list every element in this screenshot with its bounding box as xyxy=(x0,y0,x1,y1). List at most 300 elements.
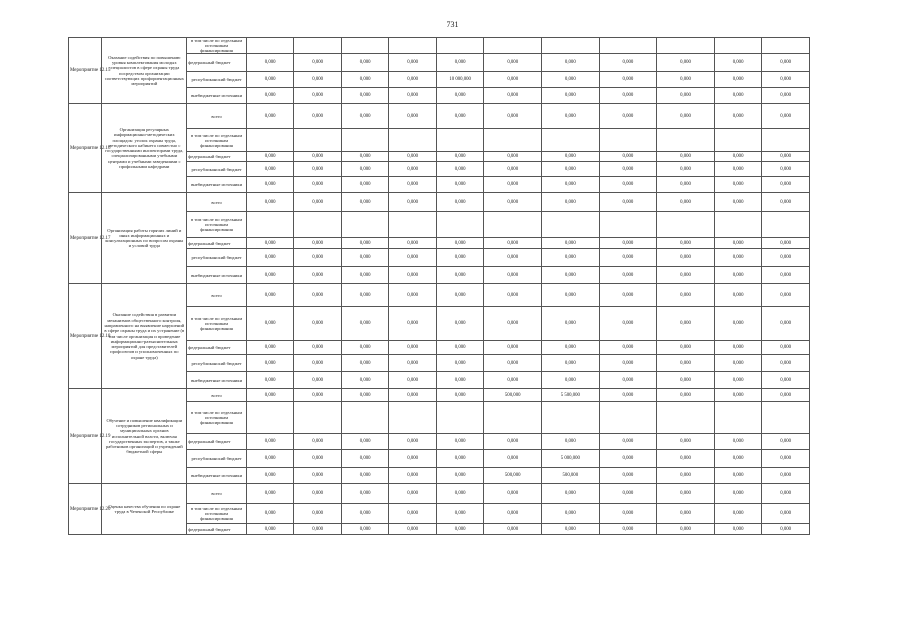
value-cell: 0,000 xyxy=(542,341,600,355)
value-cell: 0,000 xyxy=(341,284,389,307)
value-cell: 0,000 xyxy=(762,341,810,355)
value-cell xyxy=(294,212,342,238)
value-cell xyxy=(762,212,810,238)
funding-source: в том числе по отдельным источникам финансирования xyxy=(187,402,247,434)
value-cell: 0,000 xyxy=(657,434,715,450)
value-cell: 0,000 xyxy=(246,355,294,372)
value-cell: 0,000 xyxy=(246,468,294,484)
funding-source: внебюджетные источники xyxy=(187,267,247,284)
funding-source: в том числе по отдельным источникам финансирования xyxy=(187,212,247,238)
value-cell: 0,000 xyxy=(714,162,762,177)
funding-source: внебюджетные источники xyxy=(187,372,247,389)
value-cell: 0,000 xyxy=(762,504,810,524)
value-cell: 0,000 xyxy=(657,504,715,524)
value-cell xyxy=(436,212,484,238)
value-cell: 0,000 xyxy=(657,484,715,504)
value-cell: 0,000 xyxy=(542,355,600,372)
value-cell: 0,000 xyxy=(484,54,542,72)
value-cell: 0,000 xyxy=(714,389,762,402)
value-cell: 0,000 xyxy=(341,104,389,129)
value-cell: 0,000 xyxy=(599,355,657,372)
value-cell: 0,000 xyxy=(246,238,294,249)
value-cell: 0,000 xyxy=(762,355,810,372)
value-cell xyxy=(762,402,810,434)
measure-code: Мероприятие 12.18 xyxy=(69,284,102,389)
funding-source: федеральный бюджет xyxy=(187,238,247,249)
value-cell: 0,000 xyxy=(657,267,715,284)
measure-code: Мероприятие 12.15 xyxy=(69,38,102,104)
value-cell: 0,000 xyxy=(389,267,437,284)
value-cell xyxy=(714,212,762,238)
value-cell: 0,000 xyxy=(294,524,342,535)
value-cell: 0,000 xyxy=(762,468,810,484)
funding-source: федеральный бюджет xyxy=(187,434,247,450)
value-cell: 0,000 xyxy=(599,307,657,341)
budget-body xyxy=(69,38,810,535)
value-cell: 0,000 xyxy=(341,249,389,267)
value-cell: 0,000 xyxy=(599,177,657,193)
value-cell: 0,000 xyxy=(341,267,389,284)
value-cell xyxy=(484,38,542,54)
value-cell: 0,000 xyxy=(341,389,389,402)
value-cell: 0,000 xyxy=(657,162,715,177)
value-cell: 0,000 xyxy=(389,307,437,341)
value-cell: 0,000 xyxy=(341,162,389,177)
value-cell: 0,000 xyxy=(542,267,600,284)
value-cell: 0,000 xyxy=(599,372,657,389)
value-cell: 0,000 xyxy=(657,284,715,307)
value-cell: 0,000 xyxy=(657,193,715,212)
value-cell: 0,000 xyxy=(657,238,715,249)
value-cell: 0,000 xyxy=(341,504,389,524)
value-cell: 0,000 xyxy=(762,434,810,450)
value-cell xyxy=(341,38,389,54)
value-cell: 0,000 xyxy=(762,54,810,72)
funding-source: федеральный бюджет xyxy=(187,54,247,72)
value-cell: 0,000 xyxy=(294,193,342,212)
value-cell: 0,000 xyxy=(599,434,657,450)
value-cell: 0,000 xyxy=(389,284,437,307)
value-cell: 0,000 xyxy=(436,177,484,193)
value-cell: 0,000 xyxy=(599,504,657,524)
value-cell xyxy=(436,38,484,54)
value-cell: 0,000 xyxy=(714,468,762,484)
value-cell: 0,000 xyxy=(341,177,389,193)
value-cell xyxy=(294,38,342,54)
value-cell xyxy=(657,212,715,238)
page-number: 731 xyxy=(446,20,459,29)
value-cell: 0,000 xyxy=(389,72,437,88)
value-cell: 0,000 xyxy=(246,524,294,535)
value-cell: 0,000 xyxy=(599,284,657,307)
value-cell xyxy=(657,402,715,434)
value-cell: 0,000 xyxy=(484,88,542,104)
value-cell: 0,000 xyxy=(599,249,657,267)
value-cell: 0,000 xyxy=(246,372,294,389)
value-cell xyxy=(389,402,437,434)
value-cell: 0,000 xyxy=(294,355,342,372)
value-cell: 0,000 xyxy=(436,372,484,389)
value-cell xyxy=(294,402,342,434)
funding-source: всего xyxy=(187,284,247,307)
value-cell: 0,000 xyxy=(436,54,484,72)
value-cell: 0,000 xyxy=(341,72,389,88)
value-cell: 0,000 xyxy=(542,54,600,72)
funding-source: всего xyxy=(187,389,247,402)
value-cell: 0,000 xyxy=(294,372,342,389)
value-cell: 0,000 xyxy=(341,372,389,389)
value-cell: 0,000 xyxy=(714,104,762,129)
value-cell: 0,000 xyxy=(341,238,389,249)
value-cell: 0,000 xyxy=(542,88,600,104)
value-cell: 0,000 xyxy=(599,267,657,284)
value-cell: 0,000 xyxy=(294,307,342,341)
value-cell: 0,000 xyxy=(599,193,657,212)
value-cell: 0,000 xyxy=(714,450,762,468)
table-row xyxy=(69,193,810,212)
value-cell: 0,000 xyxy=(294,152,342,162)
value-cell: 0,000 xyxy=(542,177,600,193)
value-cell: 0,000 xyxy=(484,355,542,372)
value-cell: 0,000 xyxy=(389,468,437,484)
value-cell: 0,000 xyxy=(714,372,762,389)
value-cell: 0,000 xyxy=(436,389,484,402)
measure-name: Оказание содействия по повышению уровня комплектования молодых специалистов в сфере охраны труда посредством организации соответствующих профориентационных мероприятий xyxy=(102,38,187,104)
value-cell: 0,000 xyxy=(484,249,542,267)
value-cell: 0,000 xyxy=(762,249,810,267)
measure-code: Мероприятие 12.19 xyxy=(69,389,102,484)
value-cell xyxy=(389,129,437,152)
value-cell: 0,000 xyxy=(294,72,342,88)
value-cell: 0,000 xyxy=(246,484,294,504)
table-row xyxy=(69,284,810,307)
value-cell xyxy=(341,212,389,238)
value-cell: 0,000 xyxy=(294,450,342,468)
measure-code: Мероприятие 12.20 xyxy=(69,484,102,535)
value-cell: 0,000 xyxy=(714,524,762,535)
value-cell: 0,000 xyxy=(246,177,294,193)
value-cell: 0,000 xyxy=(762,307,810,341)
value-cell: 0,000 xyxy=(294,389,342,402)
value-cell xyxy=(341,402,389,434)
value-cell: 0,000 xyxy=(389,249,437,267)
value-cell: 0,000 xyxy=(657,372,715,389)
value-cell: 0,000 xyxy=(714,72,762,88)
funding-source: всего xyxy=(187,104,247,129)
value-cell: 0,000 xyxy=(762,193,810,212)
value-cell: 0,000 xyxy=(436,355,484,372)
value-cell: 0,000 xyxy=(246,88,294,104)
measure-name: Оказание содействия в развитии механизмов общественного контроля, направленного на выявление нарушений в сфере охраны труда и их устранение (в том числе организация и проведение информационно-разъяснительных мероприятий для представителей профсоюзов и уполномоченных по охране труда) xyxy=(102,284,187,389)
value-cell: 0,000 xyxy=(599,88,657,104)
value-cell: 0,000 xyxy=(542,284,600,307)
value-cell: 0,000 xyxy=(484,238,542,249)
value-cell: 0,000 xyxy=(341,88,389,104)
value-cell: 0,000 xyxy=(389,524,437,535)
measure-code: Мероприятие 12.17 xyxy=(69,193,102,284)
value-cell xyxy=(436,402,484,434)
value-cell: 0,000 xyxy=(294,434,342,450)
funding-source: федеральный бюджет xyxy=(187,152,247,162)
value-cell: 0,000 xyxy=(389,389,437,402)
value-cell: 0,000 xyxy=(484,104,542,129)
table-row xyxy=(69,104,810,129)
value-cell: 0,000 xyxy=(389,504,437,524)
value-cell xyxy=(484,212,542,238)
value-cell: 0,000 xyxy=(341,152,389,162)
value-cell: 0,000 xyxy=(657,104,715,129)
funding-source: республиканский бюджет xyxy=(187,450,247,468)
value-cell xyxy=(714,402,762,434)
value-cell: 0,000 xyxy=(294,238,342,249)
value-cell: 0,000 xyxy=(294,249,342,267)
value-cell: 0,000 xyxy=(599,450,657,468)
funding-source: в том числе по отдельным источникам финансирования xyxy=(187,504,247,524)
value-cell: 0,000 xyxy=(389,162,437,177)
value-cell xyxy=(599,212,657,238)
value-cell: 0,000 xyxy=(294,54,342,72)
value-cell: 0,000 xyxy=(484,372,542,389)
value-cell: 0,000 xyxy=(389,434,437,450)
value-cell: 0,000 xyxy=(714,152,762,162)
value-cell: 0,000 xyxy=(542,249,600,267)
value-cell: 0,000 xyxy=(436,468,484,484)
value-cell: 0,000 xyxy=(294,104,342,129)
budget-table xyxy=(68,37,810,535)
value-cell xyxy=(599,38,657,54)
value-cell: 500,000 xyxy=(484,468,542,484)
value-cell: 0,000 xyxy=(714,355,762,372)
value-cell: 0,000 xyxy=(389,355,437,372)
value-cell: 0,000 xyxy=(341,468,389,484)
value-cell: 0,000 xyxy=(246,152,294,162)
measure-name: Организация работы горячих линий и иных информационных и консультационных по вопросам охраны и условий труда xyxy=(102,193,187,284)
value-cell: 0,000 xyxy=(599,152,657,162)
value-cell: 0,000 xyxy=(246,450,294,468)
value-cell: 0,000 xyxy=(246,162,294,177)
value-cell: 0,000 xyxy=(389,372,437,389)
value-cell: 0,000 xyxy=(762,162,810,177)
value-cell: 0,000 xyxy=(599,341,657,355)
value-cell: 0,000 xyxy=(341,193,389,212)
value-cell xyxy=(246,129,294,152)
value-cell: 0,000 xyxy=(294,88,342,104)
value-cell: 0,000 xyxy=(294,504,342,524)
value-cell: 0,000 xyxy=(436,307,484,341)
value-cell: 0,000 xyxy=(599,104,657,129)
value-cell: 0,000 xyxy=(484,267,542,284)
funding-source: внебюджетные источники xyxy=(187,177,247,193)
funding-source: в том числе по отдельным источникам финансирования xyxy=(187,38,247,54)
value-cell xyxy=(389,38,437,54)
value-cell: 0,000 xyxy=(762,267,810,284)
value-cell: 0,000 xyxy=(542,104,600,129)
value-cell: 0,000 xyxy=(484,177,542,193)
table-row xyxy=(69,389,810,402)
value-cell: 0,000 xyxy=(484,524,542,535)
value-cell: 0,000 xyxy=(657,341,715,355)
value-cell: 0,000 xyxy=(714,88,762,104)
value-cell: 0,000 xyxy=(714,434,762,450)
value-cell xyxy=(542,212,600,238)
value-cell: 0,000 xyxy=(657,450,715,468)
value-cell: 500,000 xyxy=(484,389,542,402)
value-cell: 0,000 xyxy=(762,104,810,129)
value-cell: 0,000 xyxy=(436,88,484,104)
value-cell: 5 500,000 xyxy=(542,389,600,402)
value-cell: 0,000 xyxy=(246,193,294,212)
value-cell: 0,000 xyxy=(714,54,762,72)
value-cell: 0,000 xyxy=(436,193,484,212)
value-cell xyxy=(542,402,600,434)
value-cell: 0,000 xyxy=(436,284,484,307)
value-cell: 0,000 xyxy=(714,504,762,524)
value-cell: 0,000 xyxy=(484,484,542,504)
value-cell: 0,000 xyxy=(246,307,294,341)
value-cell: 0,000 xyxy=(762,88,810,104)
value-cell: 0,000 xyxy=(341,524,389,535)
value-cell: 0,000 xyxy=(599,468,657,484)
value-cell: 0,000 xyxy=(599,72,657,88)
value-cell: 0,000 xyxy=(389,104,437,129)
value-cell: 0,000 xyxy=(542,162,600,177)
value-cell xyxy=(542,129,600,152)
value-cell: 0,000 xyxy=(246,72,294,88)
funding-source: республиканский бюджет xyxy=(187,355,247,372)
value-cell: 0,000 xyxy=(341,434,389,450)
value-cell: 0,000 xyxy=(341,307,389,341)
value-cell xyxy=(294,129,342,152)
value-cell: 0,000 xyxy=(484,504,542,524)
value-cell: 0,000 xyxy=(657,468,715,484)
funding-source: внебюджетные источники xyxy=(187,468,247,484)
value-cell: 0,000 xyxy=(246,434,294,450)
value-cell: 0,000 xyxy=(484,307,542,341)
value-cell xyxy=(657,129,715,152)
value-cell: 0,000 xyxy=(657,54,715,72)
value-cell: 0,000 xyxy=(246,104,294,129)
value-cell: 0,000 xyxy=(341,355,389,372)
value-cell xyxy=(246,212,294,238)
value-cell: 0,000 xyxy=(294,468,342,484)
value-cell: 0,000 xyxy=(246,54,294,72)
value-cell: 0,000 xyxy=(599,389,657,402)
value-cell xyxy=(246,38,294,54)
value-cell: 0,000 xyxy=(657,72,715,88)
value-cell: 0,000 xyxy=(762,152,810,162)
value-cell: 0,000 xyxy=(542,434,600,450)
value-cell: 0,000 xyxy=(542,152,600,162)
value-cell xyxy=(599,129,657,152)
value-cell xyxy=(714,129,762,152)
value-cell: 0,000 xyxy=(341,54,389,72)
value-cell: 0,000 xyxy=(294,284,342,307)
value-cell: 0,000 xyxy=(657,524,715,535)
measure-code: Мероприятие 12.16 xyxy=(69,104,102,193)
value-cell: 0,000 xyxy=(657,355,715,372)
value-cell: 0,000 xyxy=(714,238,762,249)
value-cell: 0,000 xyxy=(657,177,715,193)
value-cell xyxy=(389,212,437,238)
value-cell: 0,000 xyxy=(542,193,600,212)
value-cell: 0,000 xyxy=(714,267,762,284)
value-cell: 500,000 xyxy=(542,468,600,484)
value-cell: 0,000 xyxy=(436,267,484,284)
funding-source: республиканский бюджет xyxy=(187,249,247,267)
value-cell: 0,000 xyxy=(436,484,484,504)
value-cell: 0,000 xyxy=(436,504,484,524)
value-cell: 0,000 xyxy=(436,238,484,249)
measure-name: Оценка качества обучения по охране труда в Чеченской Республике xyxy=(102,484,187,535)
value-cell: 0,000 xyxy=(542,307,600,341)
value-cell: 0,000 xyxy=(294,267,342,284)
measure-name: Организация регулярных информационно-методических площадок: уголок охраны труда, методического кабинета совместно с государственными инспекторами труда, специализированными учебными центрами и учебными заведениями с профильными кафедрами xyxy=(102,104,187,193)
value-cell: 0,000 xyxy=(714,484,762,504)
value-cell: 0,000 xyxy=(389,152,437,162)
value-cell: 0,000 xyxy=(436,162,484,177)
value-cell: 0,000 xyxy=(389,177,437,193)
value-cell: 0,000 xyxy=(389,341,437,355)
value-cell: 0,000 xyxy=(762,372,810,389)
value-cell xyxy=(341,129,389,152)
value-cell: 0,000 xyxy=(246,267,294,284)
value-cell: 0,000 xyxy=(542,372,600,389)
value-cell: 0,000 xyxy=(341,341,389,355)
value-cell: 0,000 xyxy=(657,307,715,341)
value-cell: 0,000 xyxy=(599,238,657,249)
value-cell: 0,000 xyxy=(294,484,342,504)
value-cell: 0,000 xyxy=(762,450,810,468)
value-cell: 0,000 xyxy=(389,238,437,249)
value-cell: 0,000 xyxy=(436,434,484,450)
value-cell: 0,000 xyxy=(714,284,762,307)
value-cell: 0,000 xyxy=(762,177,810,193)
value-cell: 0,000 xyxy=(542,504,600,524)
value-cell: 0,000 xyxy=(714,307,762,341)
value-cell xyxy=(484,129,542,152)
value-cell: 0,000 xyxy=(294,162,342,177)
value-cell: 0,000 xyxy=(389,193,437,212)
value-cell xyxy=(657,38,715,54)
value-cell: 0,000 xyxy=(762,72,810,88)
value-cell: 0,000 xyxy=(246,284,294,307)
value-cell: 0,000 xyxy=(484,72,542,88)
value-cell: 0,000 xyxy=(599,162,657,177)
value-cell: 0,000 xyxy=(246,249,294,267)
value-cell: 5 000,000 xyxy=(542,450,600,468)
value-cell: 0,000 xyxy=(599,54,657,72)
measure-name: Обучение и повышение квалификации сотрудников региональных и муниципальных органов исполнительной власти, включая государственных экспертов, а также работников организаций и учреждений бюджетной сферы xyxy=(102,389,187,484)
value-cell: 0,000 xyxy=(714,341,762,355)
value-cell xyxy=(436,129,484,152)
value-cell: 0,000 xyxy=(389,484,437,504)
value-cell xyxy=(714,38,762,54)
value-cell: 0,000 xyxy=(484,152,542,162)
funding-source: республиканский бюджет xyxy=(187,162,247,177)
value-cell: 0,000 xyxy=(436,104,484,129)
value-cell xyxy=(484,402,542,434)
value-cell: 0,000 xyxy=(657,389,715,402)
value-cell: 0,000 xyxy=(436,249,484,267)
value-cell: 0,000 xyxy=(484,434,542,450)
value-cell: 0,000 xyxy=(389,450,437,468)
value-cell xyxy=(599,402,657,434)
value-cell: 0,000 xyxy=(484,193,542,212)
value-cell: 0,000 xyxy=(762,238,810,249)
value-cell: 0,000 xyxy=(599,524,657,535)
funding-source: в том числе по отдельным источникам финансирования xyxy=(187,129,247,152)
value-cell: 0,000 xyxy=(436,524,484,535)
